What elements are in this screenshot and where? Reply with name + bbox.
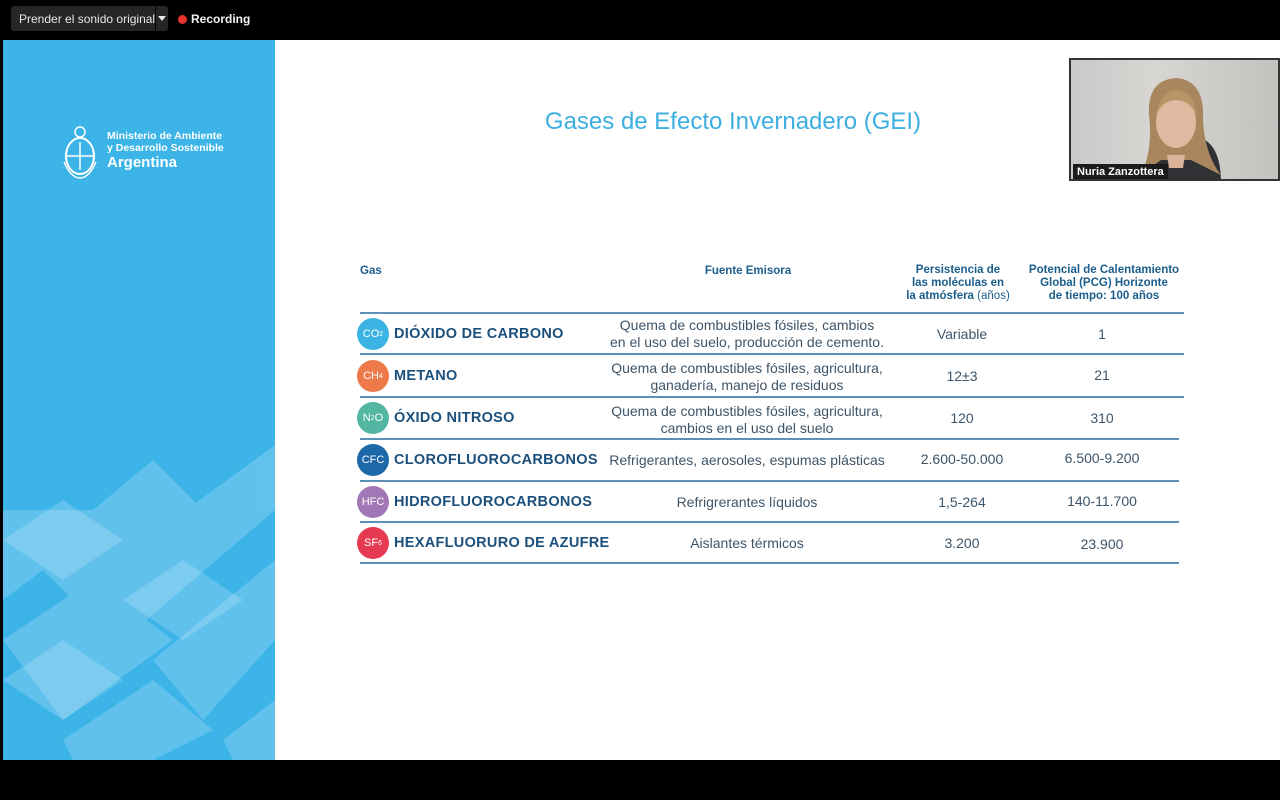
header-pcg-line3: de tiempo: 100 años (1048, 290, 1160, 302)
table-row (356, 356, 1186, 396)
logo-line-1: Ministerio de Ambiente (107, 130, 223, 142)
pcg-cell: 23.900 (1080, 536, 1124, 552)
recording-indicator[interactable] (178, 12, 250, 26)
source-cell: Refrigerantes, aerosoles, espumas plásticas (609, 452, 885, 468)
pcg-cell: 6.500-9.200 (1064, 450, 1140, 466)
slide-title: Gases de Efecto Invernadero (GEI) (544, 108, 922, 135)
pcg-cell: 21 (1094, 367, 1110, 383)
original-sound-button[interactable] (11, 6, 168, 31)
pcg-cell: 310 (1090, 410, 1114, 426)
pcg-cell: 140-11.700 (1067, 493, 1137, 509)
header-pcg (1018, 264, 1190, 303)
recording-dot-icon (178, 15, 187, 24)
header-persistence-unit: (años) (977, 290, 1010, 302)
persistence-cell: 120 (950, 410, 974, 426)
header-persistence-line1: Persistencia de (915, 264, 1001, 276)
slide-sidebar (3, 40, 275, 760)
argentina-coat-of-arms-icon (61, 122, 99, 180)
gas-badge: CO 2 (357, 318, 389, 350)
table-row (356, 314, 1186, 354)
gas-badge: HFC (357, 486, 389, 518)
logo-line-3: Argentina (107, 154, 178, 171)
header-persistence-line2: las moléculas en (911, 277, 1005, 289)
gas-name: METANO (394, 368, 458, 384)
ministry-logo (61, 122, 224, 180)
source-cell: Quema de combustibles fósiles, cambios en el uso del suelo, producción de cemento. (610, 317, 884, 350)
gas-name: DIÓXIDO DE CARBONO (394, 326, 564, 342)
gas-badge: CFC (357, 444, 389, 476)
persistence-cell: 3.200 (944, 535, 980, 551)
gas-name: HEXAFLUORURO DE AZUFRE (394, 535, 610, 551)
source-cell: Refrigrerantes líquidos (676, 494, 818, 510)
gas-badge: SF 6 (357, 527, 389, 559)
participant-name-label: Nuria Zanzottera (1073, 164, 1168, 180)
persistence-cell: 2.600-50.000 (920, 451, 1004, 467)
table-row (356, 398, 1186, 438)
source-cell: Quema de combustibles fósiles, agricultura, cambios en el uso del suelo (611, 403, 883, 436)
persistence-cell: 1,5-264 (938, 494, 986, 510)
gas-name: CLOROFLUOROCARBONOS (394, 452, 598, 468)
recording-label: Recording (191, 12, 251, 26)
table-row (356, 523, 1186, 563)
pcg-cell: 1 (1098, 326, 1106, 342)
meeting-toolbar (0, 0, 1280, 40)
caret-down-icon[interactable] (156, 16, 168, 21)
participant-video-tile[interactable] (1069, 58, 1280, 181)
gas-name: HIDROFLUOROCARBONOS (394, 494, 593, 510)
header-pcg-line2: Global (PCG) Horizonte (1040, 277, 1168, 289)
participant-video (1071, 60, 1280, 181)
header-gas: Gas (360, 265, 382, 277)
gas-badge: N 2 O (357, 402, 389, 434)
header-persistence-line3: la atmósfera (906, 290, 974, 302)
header-source: Fuente Emisora (704, 265, 792, 277)
logo-line-2: y Desarrollo Sostenible (107, 142, 224, 154)
header-persistence (893, 264, 1023, 303)
persistence-cell: Variable (936, 326, 988, 342)
bottom-bar (0, 760, 1280, 800)
table-row (356, 482, 1186, 522)
gas-name: ÓXIDO NITROSO (394, 410, 515, 426)
original-sound-label[interactable]: Prender el sonido original (19, 11, 156, 26)
header-pcg-line1: Potencial de Calentamiento (1028, 264, 1180, 276)
source-cell: Aislantes térmicos (690, 535, 804, 551)
table-row (356, 440, 1186, 480)
source-cell: Quema de combustibles fósiles, agricultura, ganadería, manejo de residuos (611, 360, 883, 393)
gas-badge: CH 4 (357, 360, 389, 392)
persistence-cell: 12±3 (946, 368, 978, 384)
